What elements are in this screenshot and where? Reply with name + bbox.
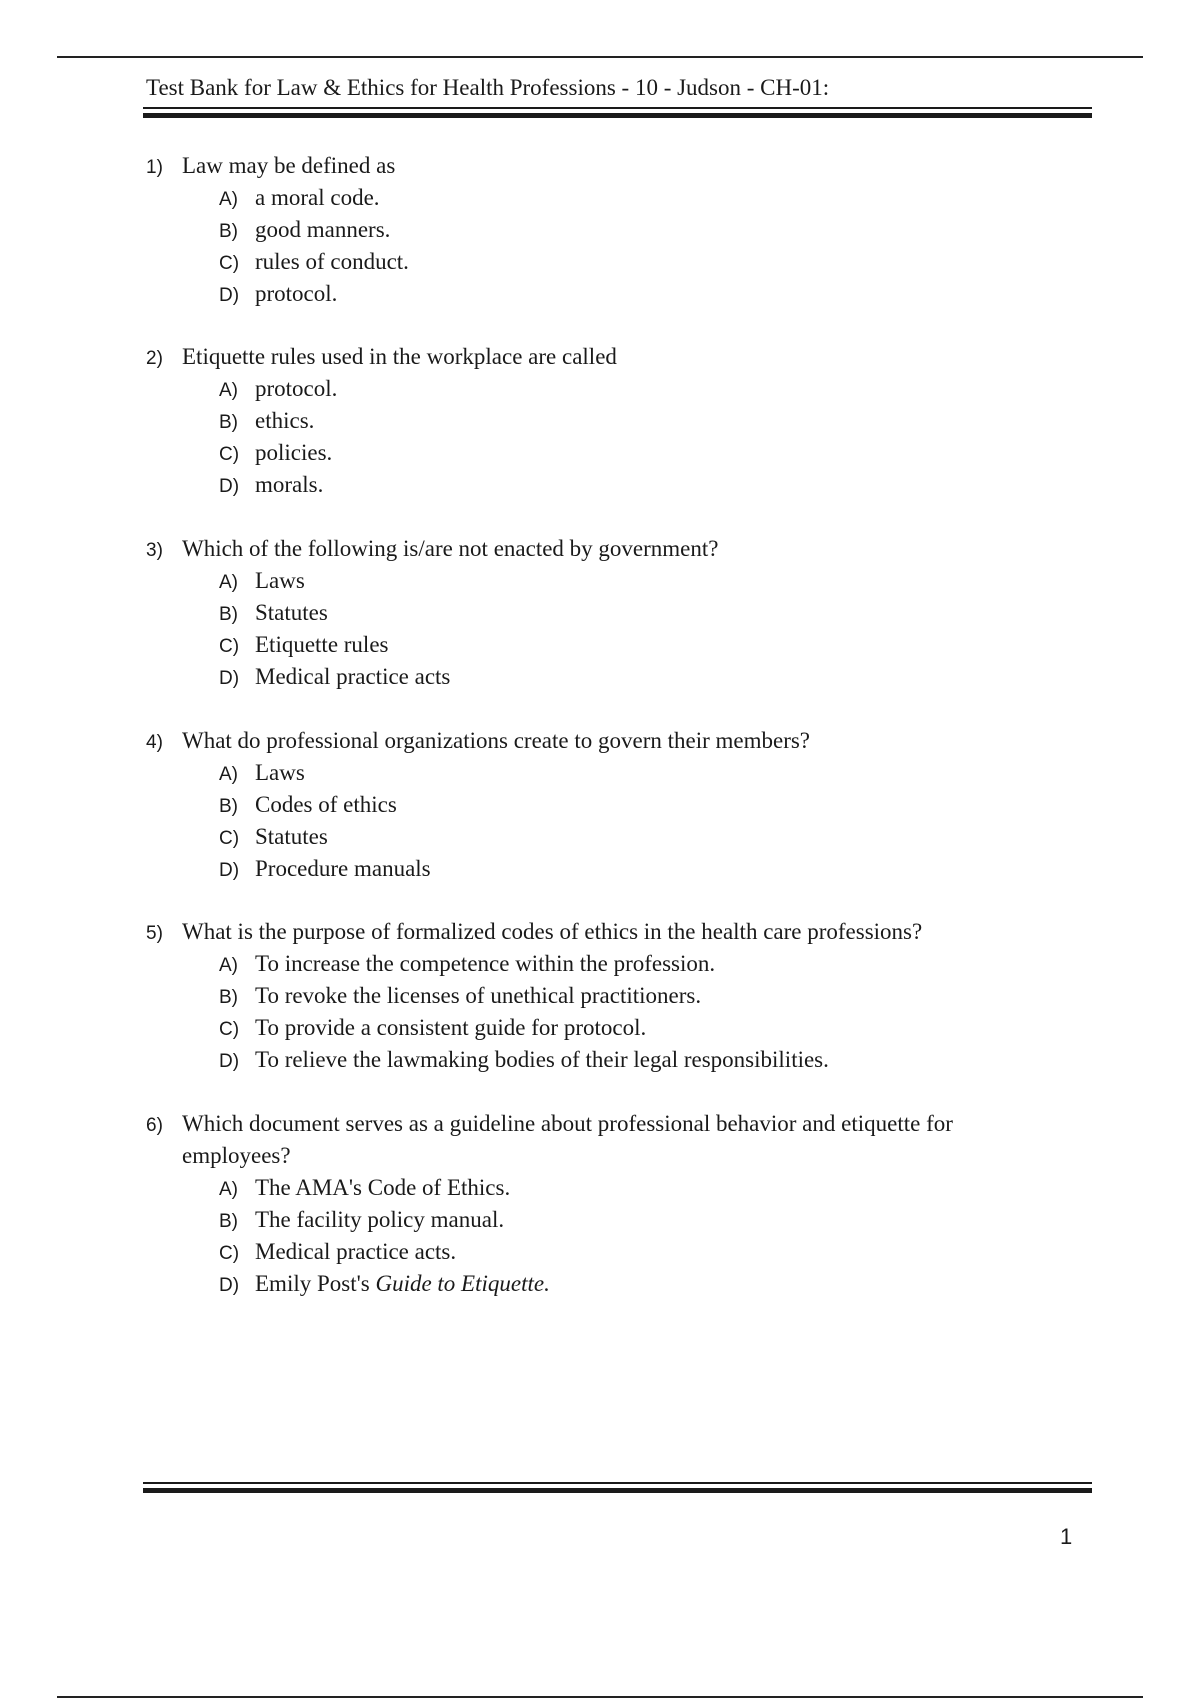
option-text: Procedure manuals <box>255 856 431 881</box>
option-text-plain: Emily Post's <box>255 1271 376 1296</box>
question-stem: Which document serves as a guideline about professional behavior and etiquette for employees? <box>182 1111 953 1168</box>
option-text: protocol. <box>255 376 338 401</box>
option-letter: B) <box>219 412 238 433</box>
option-text: Etiquette rules <box>255 632 389 657</box>
question-number: 2) <box>146 348 163 369</box>
option-text: policies. <box>255 440 333 465</box>
option-letter: D) <box>219 668 240 689</box>
option-text: a moral code. <box>255 185 380 210</box>
page-bottom-edge-line <box>57 1696 1143 1698</box>
option-text: morals. <box>255 472 324 497</box>
option-letter: C) <box>219 828 240 849</box>
option-text: To revoke the licenses of unethical practitioners. <box>255 983 702 1008</box>
option-letter: C) <box>219 1243 240 1264</box>
question-stem: Etiquette rules used in the workplace are called <box>182 344 617 369</box>
option-letter: D) <box>219 476 240 497</box>
option-letter: D) <box>219 1275 240 1296</box>
option-text: Statutes <box>255 600 328 625</box>
option-text: The AMA's Code of Ethics. <box>255 1175 511 1200</box>
option-text: Medical practice acts <box>255 664 451 689</box>
option-letter: C) <box>219 253 240 274</box>
option-letter: A) <box>219 1179 238 1200</box>
question-stem: Which of the following is/are not enacted by government? <box>182 536 719 561</box>
option-text <box>255 1268 550 1300</box>
option-text: Statutes <box>255 824 328 849</box>
header-double-rule <box>143 107 1092 118</box>
question-stem: What do professional organizations create to govern their members? <box>182 728 811 753</box>
option-letter: D) <box>219 860 240 881</box>
question-stem: Law may be defined as <box>182 153 396 178</box>
option-letter: A) <box>219 189 238 210</box>
option-text: good manners. <box>255 217 391 242</box>
option-text: To increase the competence within the profession. <box>255 951 716 976</box>
option-letter: A) <box>219 572 238 593</box>
page-number: 1 <box>1060 1524 1073 1549</box>
footer-double-rule <box>143 1482 1092 1493</box>
option-text: protocol. <box>255 281 338 306</box>
option-text: Medical practice acts. <box>255 1239 457 1264</box>
option-letter: A) <box>219 380 238 401</box>
option-text-italic-title: Guide to Etiquette. <box>375 1271 550 1296</box>
option-text: Laws <box>255 760 305 785</box>
option-letter: B) <box>219 1211 238 1232</box>
option-letter: B) <box>219 987 238 1008</box>
option-letter: C) <box>219 444 240 465</box>
option-letter: C) <box>219 1019 240 1040</box>
option-letter: C) <box>219 636 240 657</box>
option-text: To relieve the lawmaking bodies of their legal responsibilities. <box>255 1047 829 1072</box>
question-number: 6) <box>146 1115 163 1136</box>
option-text: Codes of ethics <box>255 792 397 817</box>
option-text: To provide a consistent guide for protocol. <box>255 1015 647 1040</box>
option-text: rules of conduct. <box>255 249 409 274</box>
option-letter: B) <box>219 221 238 242</box>
question-number: 5) <box>146 923 163 944</box>
option-letter: A) <box>219 955 238 976</box>
option-text: The facility policy manual. <box>255 1207 505 1232</box>
option-letter: D) <box>219 1051 240 1072</box>
option-letter: B) <box>219 796 238 817</box>
option-text: Laws <box>255 568 305 593</box>
option-letter: D) <box>219 285 240 306</box>
page-top-edge-line <box>57 56 1143 58</box>
question-number: 4) <box>146 732 163 753</box>
option-letter: B) <box>219 604 238 625</box>
question-number: 3) <box>146 540 163 561</box>
question-stem: What is the purpose of formalized codes of ethics in the health care professions? <box>182 919 923 944</box>
option-letter: A) <box>219 764 238 785</box>
page-header-title: Test Bank for Law & Ethics for Health Professions - 10 - Judson - CH-01: <box>146 75 830 100</box>
question-number: 1) <box>146 157 163 178</box>
option-text: ethics. <box>255 408 315 433</box>
